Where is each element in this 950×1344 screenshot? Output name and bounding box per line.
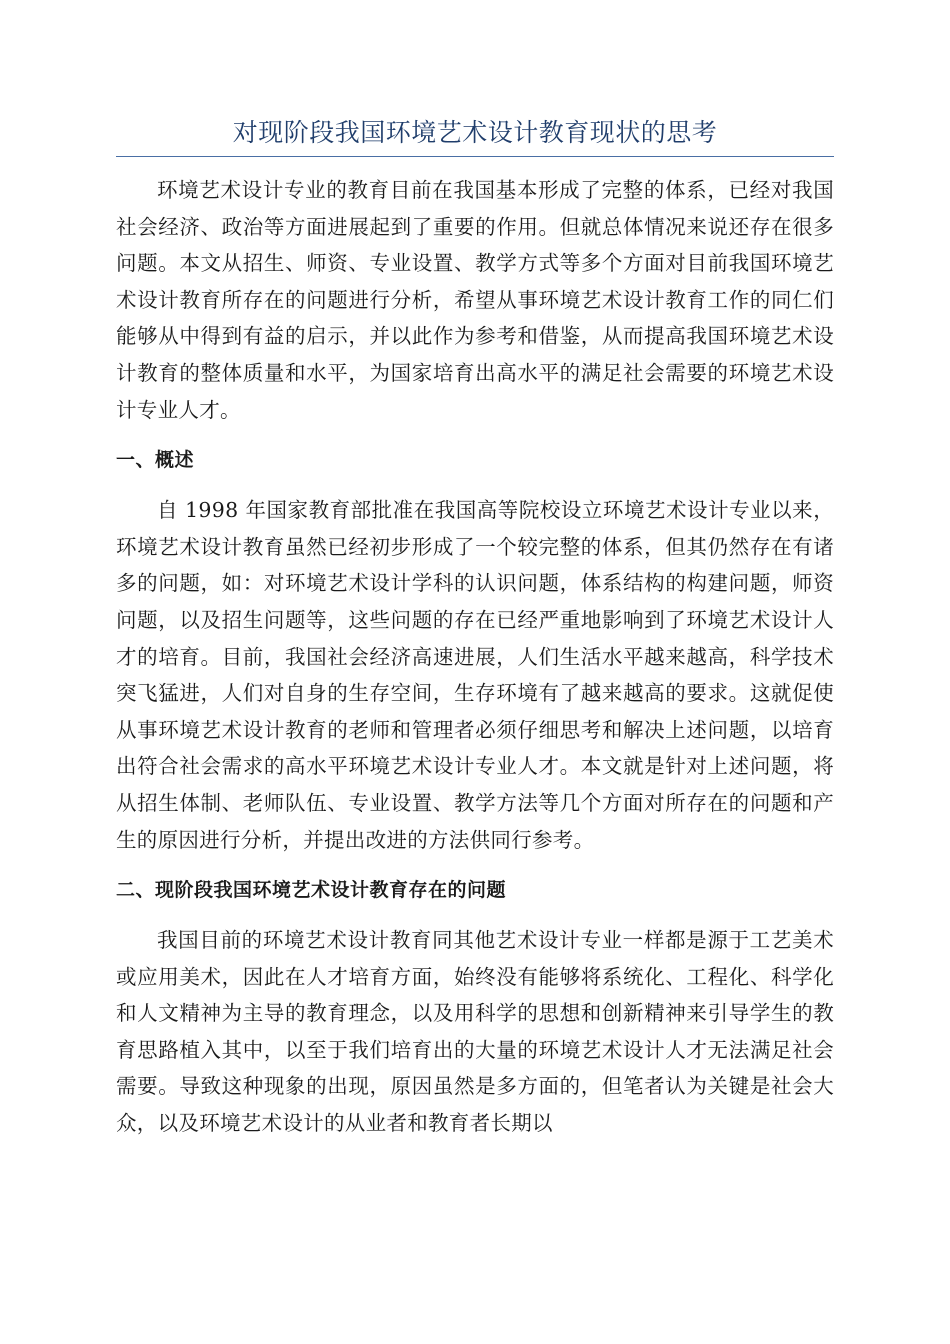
document-body bbox=[116, 172, 834, 1142]
title-block bbox=[116, 110, 834, 157]
section-heading-problems: 二、现阶段我国环境艺术设计教育存在的问题 bbox=[116, 879, 507, 902]
spacer bbox=[116, 478, 834, 492]
section-paragraph-overview: 自 1998 年国家教育部批准在我国高等院校设立环境艺术设计专业以来，环境艺术设计教育虽然已经初步形成了一个较完整的体系，但其仍然存在有诸多的问题，如：对环境艺术设计学科的认识问题，体系结构的构建问题，师资问题，以及招生问题等，这些问题的存在已经严重地影响到了环境艺术设计人才的培育。目前，我国社会经济高速进展，人们生活水平越来越高，科学技术突飞猛进，人们对自身的生存空间，生存环境有了越来越高的要求。这就促使从事环境艺术设计教育的老师和管理者必须仔细思考和解决上述问题，以培育出符合社会需求的高水平环境艺术设计专业人才。本文就是针对上述问题，将从招生体制、老师队伍、专业设置、教学方法等几个方面对所存在的问题和产生的原因进行分析，并提出改进的方法供同行参考。 bbox=[116, 498, 834, 852]
spacer bbox=[116, 908, 834, 922]
document-title: 对现阶段我国环境艺术设计教育现状的思考 bbox=[232, 118, 718, 147]
section-heading-overview: 一、概述 bbox=[116, 449, 195, 472]
spacer bbox=[116, 858, 834, 872]
intro-paragraph: 环境艺术设计专业的教育目前在我国基本形成了完整的体系，已经对我国社会经济、政治等方面进展起到了重要的作用。但就总体情况来说还存在很多问题。本文从招生、师资、专业设置、教学方式等多个方面对目前我国环境艺术设计教育所存在的问题进行分析，希望从事环境艺术设计教育工作的同仁们能够从中得到有益的启示，并以此作为参考和借鉴，从而提高我国环境艺术设计教育的整体质量和水平，为国家培育出高水平的满足社会需要的环境艺术设计专业人才。 bbox=[116, 178, 834, 422]
section-paragraph-problems: 我国目前的环境艺术设计教育同其他艺术设计专业一样都是源于工艺美术或应用美术，因此在人才培育方面，始终没有能够将系统化、工程化、科学化和人文精神为主导的教育理念，以及用科学的思想和创新精神来引导学生的教育思路植入其中，以至于我们培育出的大量的环境艺术设计人才无法满足社会需要。导致这种现象的出现，原因虽然是多方面的，但笔者认为关键是社会大众，以及环境艺术设计的从业者和教育者长期以 bbox=[116, 928, 834, 1136]
spacer bbox=[116, 428, 834, 442]
